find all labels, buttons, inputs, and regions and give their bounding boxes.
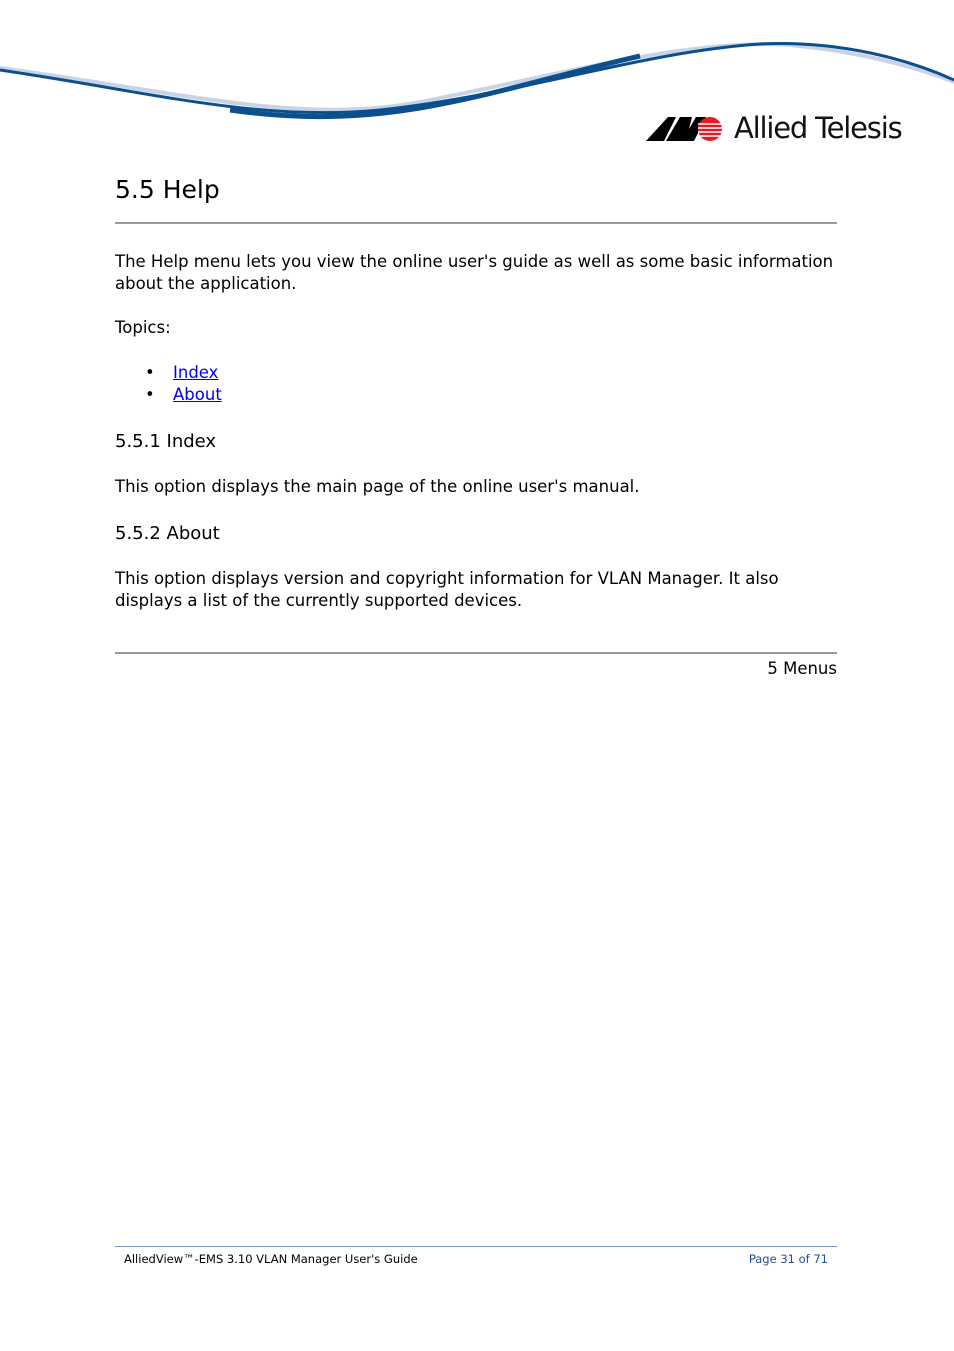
allied-telesis-logo [646,110,901,146]
page-footer [115,1246,837,1266]
footer-page-number: Page 31 of 71 [748,1252,828,1266]
topic-link-index[interactable]: Index [173,363,219,382]
subsection-body-index: This option displays the main page of the online user's manual. [115,477,640,496]
topics-label: Topics: [115,318,171,337]
logo-text: Allied Telesis [734,111,902,145]
section-title: 5.5 Help [115,172,837,224]
subsection-body-about: This option displays version and copyright information for VLAN Manager. It also displays a list of the currently supported devices. [115,569,779,610]
page-content [115,172,837,680]
intro-paragraph: The Help menu lets you view the online user's guide as well as some basic information about the application. [115,252,834,293]
subsection-title-index: 5.5.1 Index [115,431,217,452]
section-divider [115,652,837,654]
footer-doc-title: AlliedView™-EMS 3.10 VLAN Manager User's Guide [124,1252,418,1266]
topics-list [115,362,837,406]
subsection-title-about: 5.5.2 About [115,523,220,544]
topic-link-about[interactable]: About [173,385,222,404]
allied-telesis-logo-mark-icon [646,113,726,143]
list-item [173,384,837,406]
list-item [173,362,837,384]
section-tag: 5 Menus [767,659,837,678]
